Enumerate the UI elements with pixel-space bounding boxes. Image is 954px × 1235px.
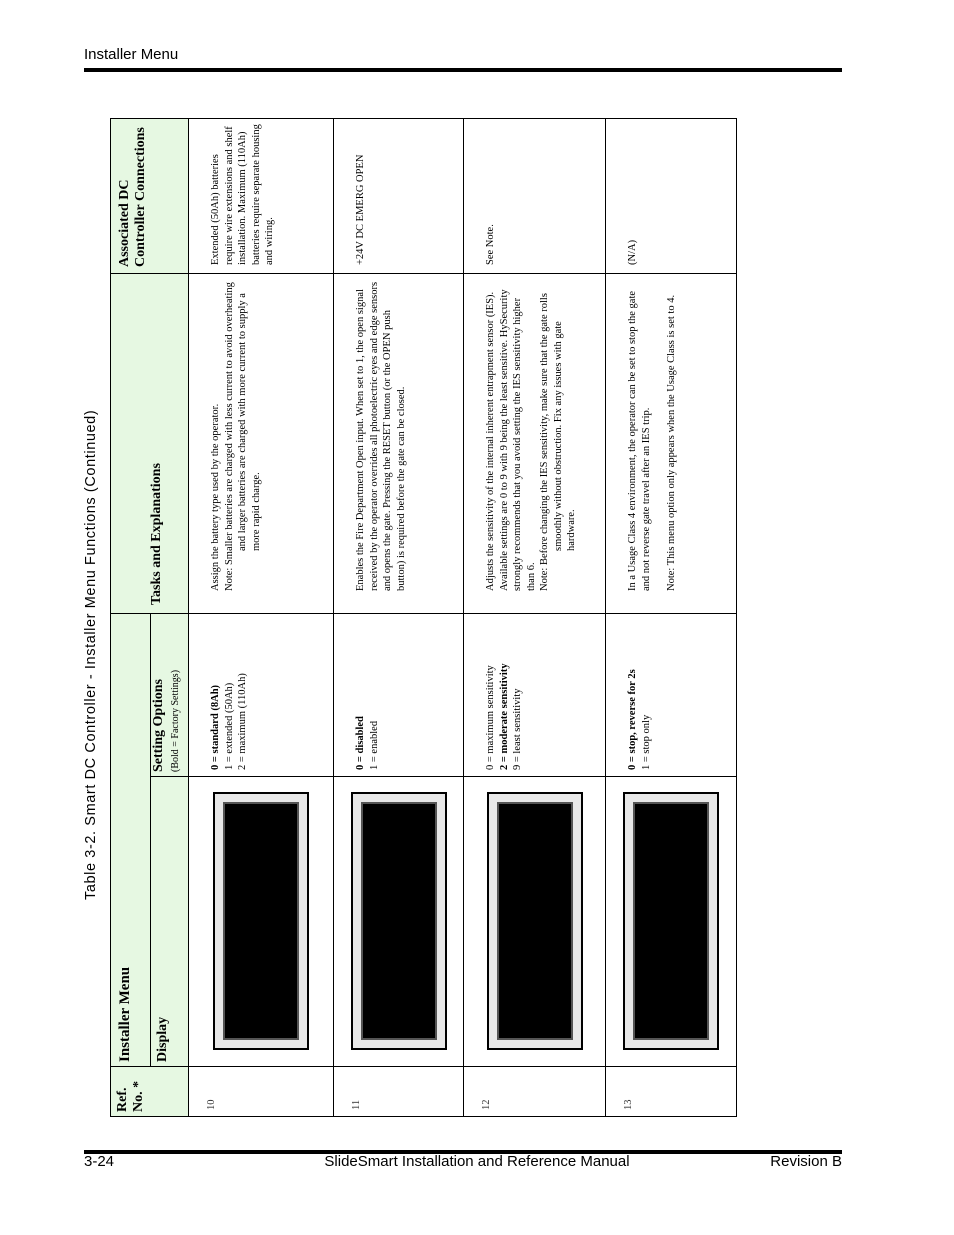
task-text: Enables the Fire Department Open input. When set to 1, the open signal received by the operator overrides all photoelectric eyes and edge sensors and opens the gate. Pressing the RESET button (or the OPEN push button) is required before the gate can be closed. (355, 281, 407, 591)
row-ref: 12 (464, 1067, 606, 1117)
option-line: 2 = moderate sensitivity (498, 663, 510, 770)
option-line: 0 = standard (8Ah) (210, 684, 221, 770)
display-cell (189, 777, 334, 1067)
tasks-cell (334, 274, 464, 614)
option-line: 1 = stop only (640, 714, 652, 770)
installer-menu-table (110, 119, 726, 1117)
display-cell (464, 777, 606, 1067)
option-line: 2 = maximum (110Ah) (237, 673, 248, 770)
task-text: Assign the battery type used by the operator. (210, 403, 221, 591)
task-note: Note: This menu option only appears when the Usage Class is set to 4. (666, 294, 677, 591)
table-row (334, 119, 464, 1117)
tasks-cell (189, 274, 334, 614)
display-cell (334, 777, 464, 1067)
header-setting-options-label: Setting Options (151, 679, 166, 772)
display-cell (606, 777, 737, 1067)
task-text: Adjusts the sensitivity of the internal inherent entrapment sensor (IES). Available settings are 0 to 9 with 9 being the least sensitive. HySecurity strongly recommends that you avoid setting the IES sensitivity higher than 6. (485, 289, 537, 591)
header-display: Display (151, 777, 189, 1067)
setting-options-cell (606, 614, 737, 777)
section-title: Installer Menu (84, 46, 179, 63)
table-row (189, 119, 334, 1117)
task-note: Note: Before changing the IES sensitivity, make sure that the gate rolls smoothly without obstruction. Fix any issues with gate hardware. (539, 293, 577, 591)
lcd-display (353, 795, 445, 1049)
header-setting-options (151, 614, 189, 777)
option-line: 0 = stop, reverse for 2s (627, 669, 638, 770)
option-line: 1 = extended (50Ah) (223, 682, 235, 770)
header-rule (84, 68, 842, 72)
header-associated: Associated DC Controller Connections (111, 119, 189, 274)
header-installer-menu: Installer Menu (111, 614, 151, 1067)
associated-cell: (N/A) (606, 119, 737, 274)
option-line: 0 = disabled (355, 716, 366, 770)
table-row (606, 119, 737, 1117)
table-caption: Table 3-2. Smart DC Controller - Installer Menu Functions (Continued) (83, 409, 99, 900)
task-note: Note: Smaller batteries are charged with less current to avoid overheating and larger batteries are charged with more current to supply a more rapid charge. (223, 282, 262, 591)
table-row (464, 119, 606, 1117)
associated-cell: Extended (50Ah) batteries require wire extensions and shelf installation. Maximum (110Ah) batteries require separate housing and wiring. (189, 119, 334, 274)
option-line: 0 = maximum sensitivity (485, 665, 496, 770)
manual-title: SlideSmart Installation and Reference Manual (324, 1153, 630, 1170)
lcd-display (489, 795, 581, 1049)
associated-cell: See Note. (464, 119, 606, 274)
option-line: 9 = least sensitivity (512, 688, 523, 770)
option-line: 1 = enabled (368, 720, 380, 770)
tasks-cell (606, 274, 737, 614)
setting-options-cell (464, 614, 606, 777)
page-number: 3-24 (84, 1153, 115, 1170)
associated-cell: +24V DC EMERG OPEN (334, 119, 464, 274)
setting-options-cell (334, 614, 464, 777)
tasks-cell (464, 274, 606, 614)
lcd-display (625, 795, 717, 1049)
lcd-display (215, 795, 307, 1049)
header-setting-options-note: (Bold = Factory Settings) (170, 669, 181, 772)
header-tasks: Tasks and Explanations (111, 274, 189, 614)
header-ref-no: Ref. No. * (111, 1067, 189, 1117)
revision: Revision B (770, 1153, 842, 1170)
task-text: In a Usage Class 4 environment, the operator can be set to stop the gate and not reverse gate travel after an IES trip. (627, 290, 652, 591)
row-ref: 13 (606, 1067, 737, 1117)
setting-options-cell (189, 614, 334, 777)
row-ref: 11 (334, 1067, 464, 1117)
row-ref: 10 (189, 1067, 334, 1117)
